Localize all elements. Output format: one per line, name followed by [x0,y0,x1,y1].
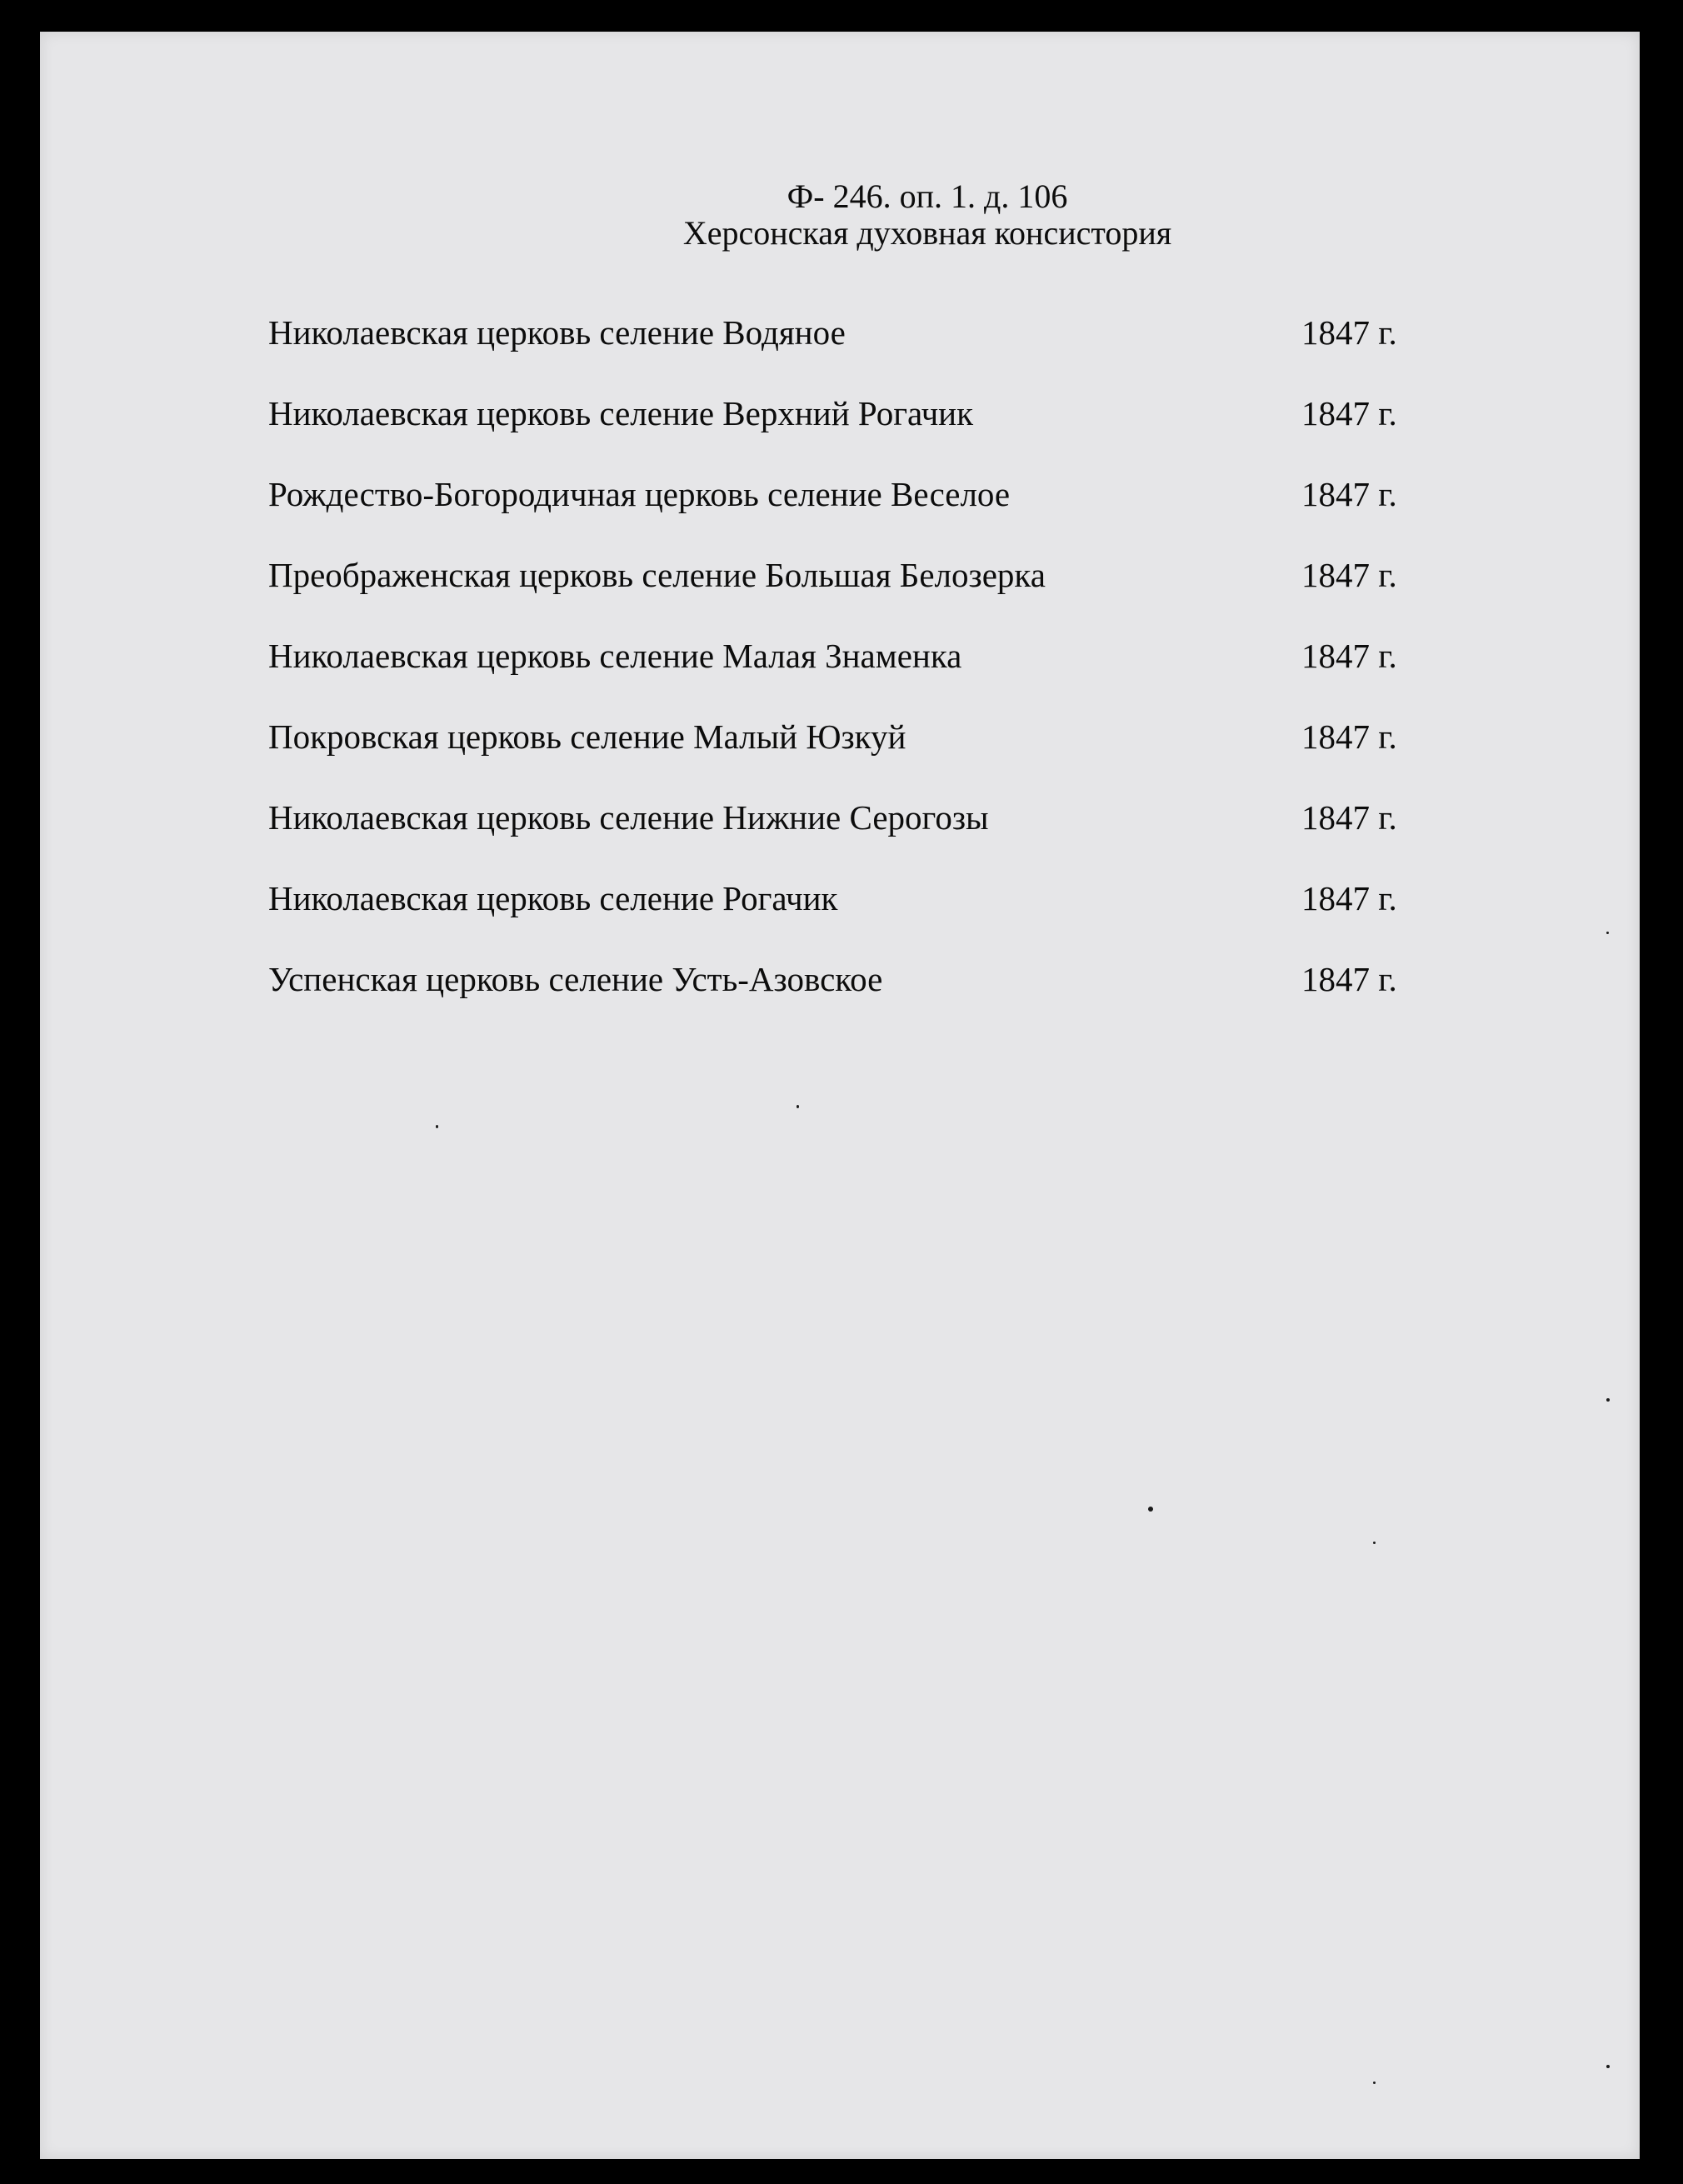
church-year: 1847 г. [1301,798,1397,837]
church-year: 1847 г. [1301,960,1397,998]
scan-speck [1373,1542,1376,1544]
church-name: Преображенская церковь селение Большая Белозерка [268,556,1046,594]
scan-speck [1606,1398,1610,1402]
church-year: 1847 г. [1301,637,1397,675]
church-year: 1847 г. [1301,879,1397,917]
list-item [268,307,1451,387]
church-name: Николаевская церковь селение Водяное [268,313,846,352]
document-page [40,32,1640,2159]
church-year: 1847 г. [1301,717,1397,756]
scan-speck [1606,932,1609,934]
scan-speck [436,1125,438,1128]
document-header [40,178,1640,252]
church-year: 1847 г. [1301,394,1397,432]
church-list [268,307,1451,1034]
scan-speck [1148,1507,1153,1512]
scan-speck [797,1105,799,1108]
list-item [268,792,1451,872]
church-year: 1847 г. [1301,313,1397,352]
list-item [268,711,1451,792]
list-item [268,387,1451,468]
scan-speck [1373,2082,1376,2084]
church-name: Николаевская церковь селение Малая Знаменка [268,637,962,675]
institution-title: Херсонская духовная консистория [682,214,1172,252]
church-name: Николаевская церковь селение Нижние Серогозы [268,798,989,837]
church-name: Успенская церковь селение Усть-Азовское [268,960,883,998]
list-item [268,872,1451,953]
list-item [268,953,1451,1034]
church-year: 1847 г. [1301,475,1397,513]
scan-speck [1606,2065,1610,2068]
church-name: Николаевская церковь селение Верхний Рогачик [268,394,974,432]
church-name: Рождество-Богородичная церковь селение Веселое [268,475,1011,513]
list-item [268,549,1451,630]
church-name: Николаевская церковь селение Рогачик [268,879,838,917]
list-item [268,630,1451,711]
church-year: 1847 г. [1301,556,1397,594]
list-item [268,468,1451,549]
archive-reference: Ф- 246. оп. 1. д. 106 [787,177,1068,215]
church-name: Покровская церковь селение Малый Юзкуй [268,717,906,756]
